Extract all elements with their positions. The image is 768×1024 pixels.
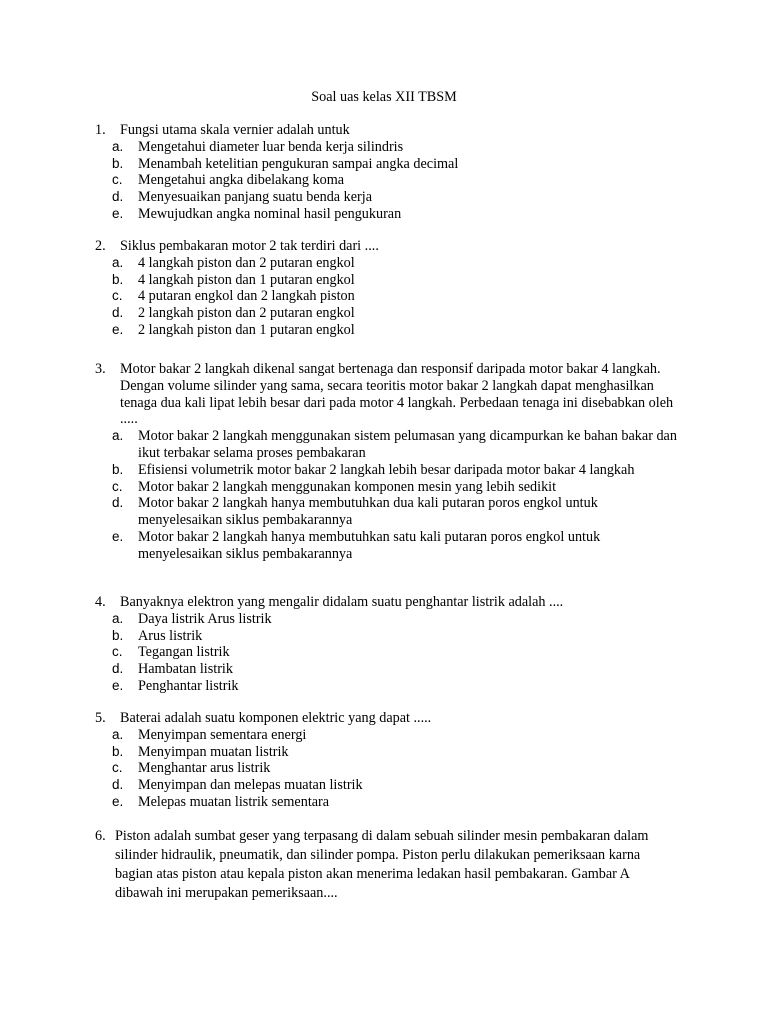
option-text: Penghantar listrik [138, 677, 239, 694]
option-letter: e. [112, 793, 124, 809]
option-text: 4 langkah piston dan 2 putaran engkol [138, 254, 355, 271]
question-text: Siklus pembakaran motor 2 tak terdiri dari .... [120, 238, 379, 254]
option-c [95, 479, 685, 496]
question-4 [95, 594, 685, 695]
option-list [95, 611, 685, 695]
option-letter: c. [112, 288, 123, 304]
question-number: 4. [95, 594, 106, 610]
option-list [95, 727, 685, 811]
option-a [95, 139, 685, 156]
option-letter: a. [112, 726, 124, 742]
question-stem [95, 238, 685, 255]
question-stem [95, 594, 685, 611]
option-text: Motor bakar 2 langkah hanya membutuhkan dua kali putaran poros engkol untuk menyelesaikan siklus pembakarannya [138, 495, 598, 529]
option-text: Mengetahui diameter luar benda kerja silindris [138, 138, 404, 155]
document-title: Soal uas kelas XII TBSM [311, 89, 457, 105]
option-list [95, 428, 685, 562]
option-text: Mewujudkan angka nominal hasil pengukuran [138, 205, 402, 222]
option-text: Menyimpan muatan listrik [138, 743, 289, 760]
question-3 [95, 361, 685, 563]
question-1 [95, 122, 685, 223]
option-letter: b. [112, 155, 124, 171]
question-2 [95, 238, 685, 339]
option-list [95, 255, 685, 339]
option-letter: c. [112, 172, 123, 188]
option-letter: b. [112, 271, 124, 287]
option-text: Efisiensi volumetrik motor bakar 2 langkah lebih besar daripada motor bakar 4 langkah [138, 461, 635, 478]
question-number: 5. [95, 710, 106, 726]
option-text: Motor bakar 2 langkah menggunakan komponen mesin yang lebih sedikit [138, 478, 557, 495]
option-list [95, 139, 685, 223]
option-d [95, 661, 685, 678]
question-number: 1. [95, 122, 106, 138]
option-b [95, 272, 685, 289]
option-a [95, 727, 685, 744]
question-text: Motor bakar 2 langkah dikenal sangat bertenaga dan responsif daripada motor bakar 4 langkah. Dengan volume silinder yang sama, secara teoritis motor bakar 2 langkah dapat menghasilkan tenaga dua kali lipat lebih besar dari pada motor 4 langkah. Perbedaan tenaga ini disebabkan oleh ..... [120, 361, 674, 428]
question-text: Piston adalah sumbat geser yang terpasang di dalam sebuah silinder mesin pembakaran dalam silinder hidraulik, pneumatik, dan silinder pompa. Piston perlu dilakukan pemeriksaan karna bagian atas piston atau kepala piston akan menerima ledakan hasil pembakaran. Gambar A dibawah ini merupakan pemeriksaan.... [115, 828, 649, 901]
option-b [95, 462, 685, 479]
question-text: Fungsi utama skala vernier adalah untuk [120, 122, 350, 138]
option-text: Menyimpan dan melepas muatan listrik [138, 777, 363, 794]
option-text: Motor bakar 2 langkah hanya membutuhkan satu kali putaran poros engkol untuk menyelesaikan siklus pembakarannya [138, 528, 601, 562]
option-letter: b. [112, 627, 124, 643]
option-e [95, 794, 685, 811]
option-letter: c. [112, 644, 123, 660]
option-text: Daya listrik Arus listrik [138, 610, 272, 627]
option-c [95, 644, 685, 661]
option-letter: e. [112, 205, 124, 221]
option-a [95, 255, 685, 272]
option-letter: a. [112, 610, 124, 626]
option-text: Tegangan listrik [138, 644, 230, 661]
question-stem [95, 827, 675, 903]
option-letter: e. [112, 677, 124, 693]
option-e [95, 529, 685, 563]
question-stem [95, 361, 685, 428]
option-c [95, 288, 685, 305]
option-d [95, 495, 685, 529]
question-number: 3. [95, 361, 106, 377]
option-d [95, 189, 685, 206]
option-letter: d. [112, 777, 124, 793]
question-stem [95, 122, 685, 139]
option-text: Arus listrik [138, 627, 203, 644]
option-letter: e. [112, 321, 124, 337]
option-text: Motor bakar 2 langkah menggunakan sistem pelumasan yang dicampurkan ke bahan bakar dan ikut terbakar selama proses pembakaran [138, 428, 677, 461]
option-c [95, 760, 685, 777]
option-b [95, 744, 685, 761]
option-letter: a. [112, 254, 124, 270]
option-text: 4 langkah piston dan 1 putaran engkol [138, 271, 355, 288]
option-text: Hambatan listrik [138, 661, 233, 678]
option-c [95, 172, 685, 189]
option-letter: c. [112, 760, 123, 776]
option-letter: e. [112, 528, 124, 544]
option-text: 2 langkah piston dan 1 putaran engkol [138, 321, 355, 338]
question-5 [95, 710, 685, 811]
option-e [95, 206, 685, 223]
question-6 [95, 827, 675, 903]
option-a [95, 611, 685, 628]
option-d [95, 305, 685, 322]
option-text: Menghantar arus listrik [138, 760, 271, 777]
option-text: Menyesuaikan panjang suatu benda kerja [138, 189, 373, 206]
question-text: Banyaknya elektron yang mengalir didalam suatu penghantar listrik adalah .... [120, 594, 564, 610]
option-text: Melepas muatan listrik sementara [138, 793, 330, 810]
option-letter: a. [112, 138, 124, 154]
option-e [95, 678, 685, 695]
option-letter: b. [112, 461, 124, 477]
option-a [95, 428, 685, 462]
question-text: Baterai adalah suatu komponen elektric yang dapat ..... [120, 710, 432, 726]
option-letter: c. [112, 478, 123, 494]
option-letter: d. [112, 189, 124, 205]
option-letter: b. [112, 743, 124, 759]
option-e [95, 322, 685, 339]
question-stem [95, 710, 685, 727]
option-b [95, 156, 685, 173]
option-d [95, 777, 685, 794]
option-b [95, 628, 685, 645]
option-letter: d. [112, 305, 124, 321]
option-letter: d. [112, 495, 124, 511]
option-text: Mengetahui angka dibelakang koma [138, 172, 345, 189]
option-text: Menyimpan sementara energi [138, 726, 307, 743]
question-number: 6. [95, 828, 106, 844]
option-letter: a. [112, 428, 124, 444]
question-number: 2. [95, 238, 106, 254]
option-text: 4 putaran engkol dan 2 langkah piston [138, 288, 355, 305]
option-text: Menambah ketelitian pengukuran sampai angka decimal [138, 155, 459, 172]
option-letter: d. [112, 661, 124, 677]
option-text: 2 langkah piston dan 2 putaran engkol [138, 305, 355, 322]
